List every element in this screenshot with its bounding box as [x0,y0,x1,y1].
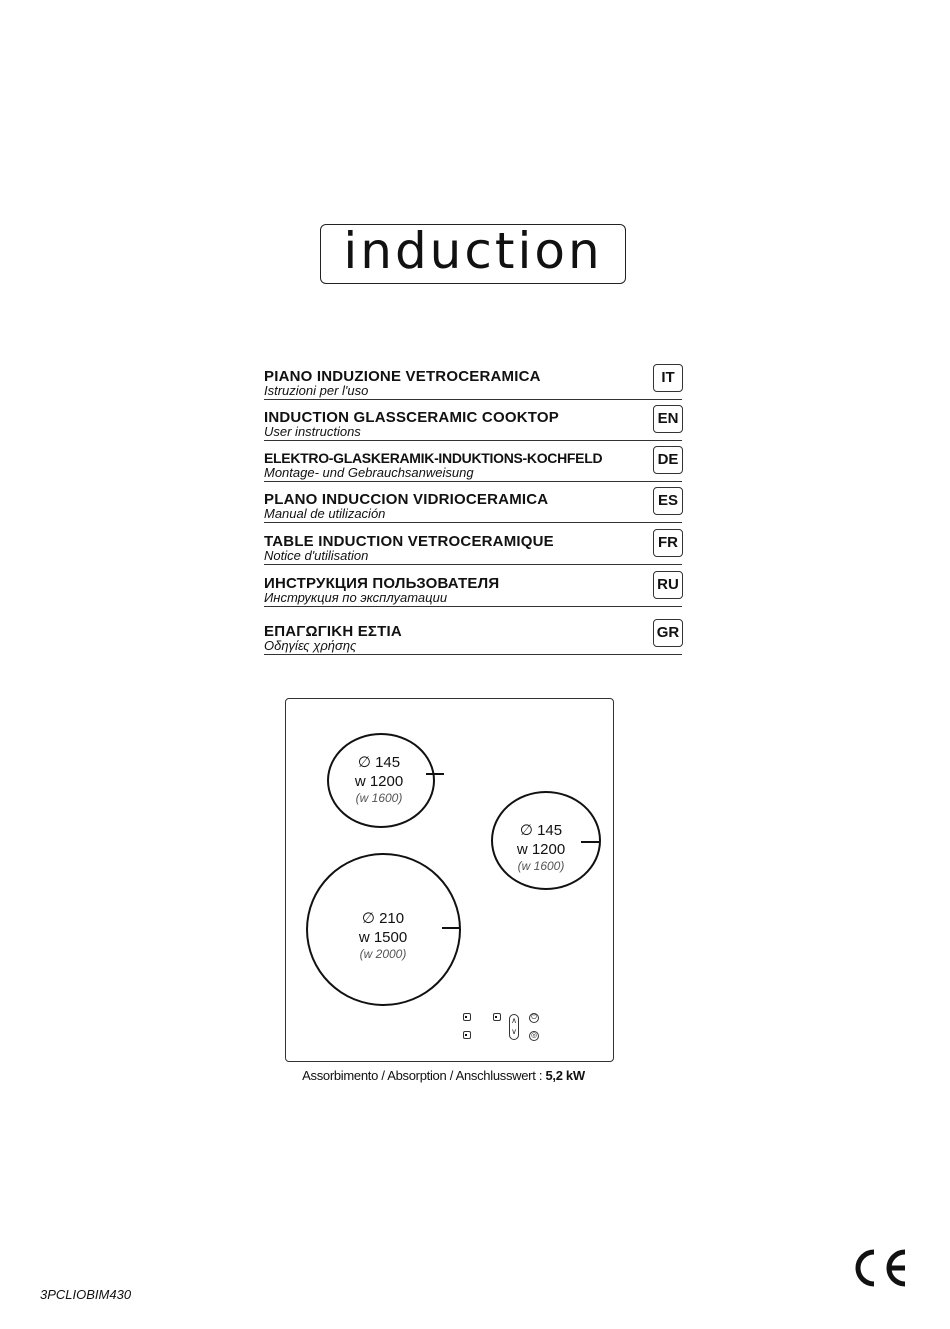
zone-boost-power: (w 1600) [517,859,565,873]
power-on-off-icon: ⏻ [529,1013,539,1023]
zone-power: w 1200 [354,773,404,790]
language-title: PIANO INDUZIONE VETROCERAMICA [264,368,541,385]
cooking-zone-label [323,909,443,961]
zone-select-key-icon [463,1031,471,1039]
zone-diameter: ∅ 145 [357,754,401,771]
divider [264,564,682,565]
language-title: ΕΠΑΓΩΓΙΚΗ ΕΣΤΙΑ [264,623,402,640]
lock-key-icon: ◎ [530,1032,538,1039]
language-code-badge: EN [653,405,683,433]
language-title: INDUCTION GLASSCERAMIC COOKTOP [264,409,559,426]
power-slider-icon: ∧ ∨ [509,1014,519,1040]
divider [264,654,682,655]
zone-marker [442,927,460,929]
divider [264,606,682,607]
cooking-zone-label [481,821,601,873]
language-code-badge: RU [653,571,683,599]
zone-boost-power: (w 2000) [359,947,407,961]
cooking-zone-label [319,753,439,805]
language-title: TABLE INDUCTION VETROCERAMIQUE [264,533,554,550]
divider [264,440,682,441]
language-subtitle: User instructions [264,424,361,439]
brand-logo-text: induction [343,222,603,280]
language-code-badge: IT [653,364,683,392]
language-code-badge: FR [653,529,683,557]
zone-select-key-icon [493,1013,501,1021]
language-subtitle: Инструкция по эксплуатации [264,590,448,605]
zone-diameter: ∅ 210 [361,910,405,927]
power-absorption-note [285,1068,602,1083]
divider [264,522,682,523]
zone-power: w 1500 [358,929,408,946]
language-code-badge: GR [653,619,683,647]
divider [264,481,682,482]
model-code: 3PCLIOBIM430 [40,1287,132,1302]
language-code-badge: ES [653,487,683,515]
divider [264,399,682,400]
language-code-badge: DE [653,446,683,474]
zone-power: w 1200 [516,841,566,858]
language-subtitle: Notice d'utilisation [264,548,369,563]
brand-logo [320,224,626,284]
zone-diameter: ∅ 145 [519,822,563,839]
language-subtitle: Manual de utilización [264,506,386,521]
absorption-label: Assorbimento / Absorption / Anschlusswert : [302,1068,543,1083]
language-title: PLANO INDUCCION VIDRIOCERAMICA [264,491,549,508]
zone-boost-power: (w 1600) [355,791,403,805]
language-title: ELEKTRO-GLASKERAMIK-INDUKTIONS-KOCHFELD [264,450,603,466]
language-title: ИНСТРУКЦИЯ ПОЛЬЗОВАТЕЛЯ [264,575,500,592]
language-subtitle: Montage- und Gebrauchsanweisung [264,465,474,480]
language-subtitle: Istruzioni per l'uso [264,383,369,398]
language-subtitle: Οδηγίες χρήσης [264,638,357,653]
zone-select-key-icon [463,1013,471,1021]
ce-mark-icon [852,1248,910,1293]
absorption-value: 5,2 kW [545,1068,585,1083]
